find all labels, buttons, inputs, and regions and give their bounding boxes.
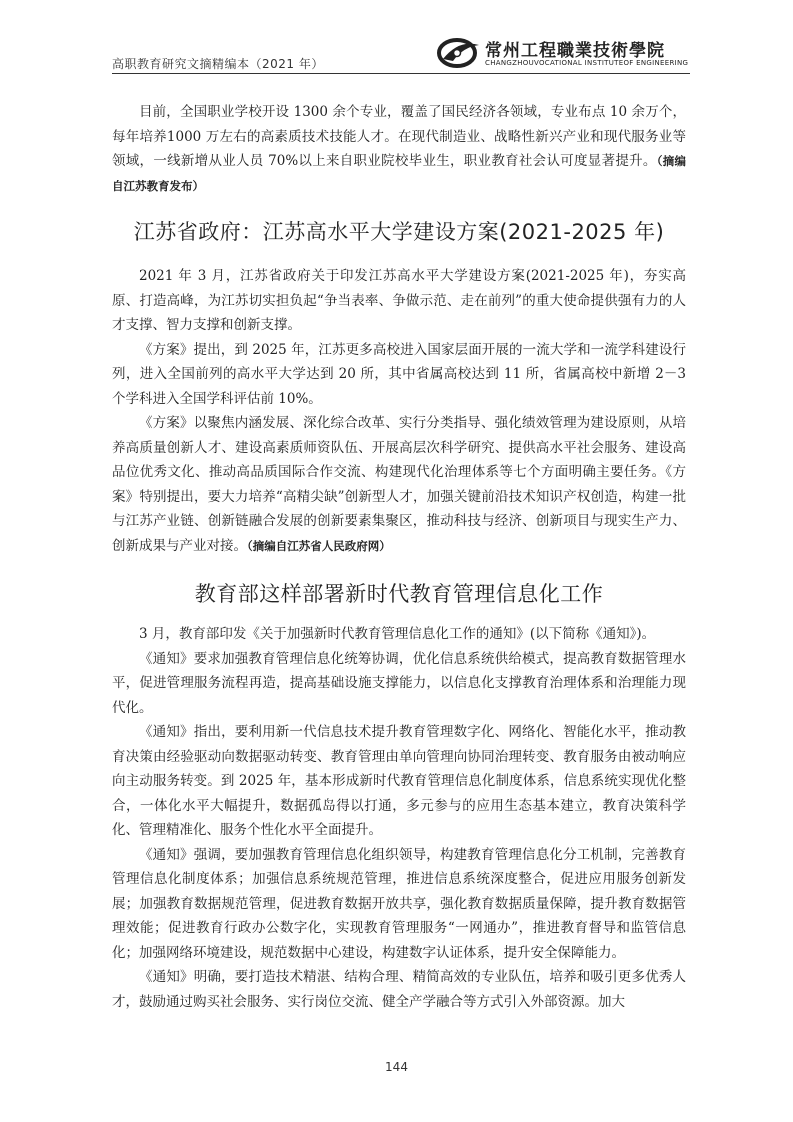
institution-name-en: CHANGZHOUVOCATIONAL INSTITUTEOF ENGINEERING	[485, 59, 689, 67]
page-number: 144	[385, 1060, 408, 1074]
section1-source: （摘编自江苏省人民政府网）	[247, 538, 391, 553]
intro-paragraph	[112, 100, 686, 198]
institution-name-cn: 常州工程職業技術學院	[485, 41, 665, 61]
section1-paragraph	[112, 411, 686, 558]
section2-paragraph: 《通知》要求加强教育管理信息化统筹协调，优化信息系统供给模式，提高教育数据管理水平，促进管理服务流程再造，提高基础设施支撑能力，以信息化支撑教育治理体系和治理能力现代化。	[112, 650, 686, 716]
article-body	[112, 100, 686, 1014]
header-divider	[112, 73, 690, 74]
intro-text: 目前，全国职业学校开设 1300 余个专业，覆盖了国民经济各领域，专业布点 10 余万个，每年培养1000 万左右的高素质技术技能人才。在现代制造业、战略性新兴产业和现代服务业等领域，一线新增从业人员 70%以上来自职业院校毕业生，职业教育社会认可度显著提升。	[112, 104, 686, 169]
institution-logo	[437, 33, 687, 75]
section2-paragraph: 3 月，教育部印发《关于加强新时代教育管理信息化工作的通知》(以下简称《通知》)。	[139, 626, 656, 642]
page-header	[0, 0, 793, 80]
section1-paragraph: 2021 年 3 月，江苏省政府关于印发江苏高水平大学建设方案(2021-2025 年)，夯实高原、打造高峰，为江苏切实担负起“争当表率、争做示范、走在前列”的重大使命提供强有力的人才支撑、智力支撑和创新支撑。	[112, 268, 686, 333]
section2-heading: 教育部这样部署新时代教育管理信息化工作	[194, 582, 604, 606]
section2-paragraph: 《通知》指出，要利用新一代信息技术提升教育管理数字化、网络化、智能化水平，推动教育决策由经验驱动向数据驱动转变、教育管理由单向管理向协同治理转变、教育服务由被动响应向主动服务转变。到 2025 年，基本形成新时代教育管理信息化制度体系，信息系统实现优化整合，一体化水平大幅提升，数据孤岛得以打通，多元参与的应用生态基本建立，教育决策科学化、管理精准化、服务个性化水平全面提升。	[112, 724, 686, 838]
section2-paragraph: 《通知》明确，要打造技术精湛、结构合理、精简高效的专业队伍，培养和吸引更多优秀人才，鼓励通过购买社会服务、实行岗位交流、健全产学融合等方式引入外部资源。加大	[112, 969, 686, 1010]
college-emblem-icon	[437, 35, 481, 71]
running-title: 高职教育研究文摘精编本（2021 年）	[112, 57, 324, 71]
section1-last-text: 《方案》以聚焦内涵发展、深化综合改革、实行分类指导、强化绩效管理为建设原则，从培养高质量创新人才、建设高素质师资队伍、开展高层次科学研究、提供高水平社会服务、建设高品位优秀文化、推动高品质国际合作交流、构建现代化治理体系等七个方面明确主要任务。《方案》特别提出，要大力培养“高精尖缺”创新型人才，加强关键前沿技术知识产权创造，构建一批与江苏产业链、创新链融合发展的创新要素集聚区，推动科技与经济、创新项目与现实生产力、创新成果与产业对接。	[112, 415, 686, 554]
section2-paragraph: 《通知》强调，要加强教育管理信息化组织领导，构建教育管理信息化分工机制，完善教育管理信息化制度体系；加强信息系统规范管理，推进信息系统深度整合，促进应用服务创新发展；加强教育数据规范管理，促进教育数据开放共享，强化教育数据质量保障，提升教育数据管理效能；促进教育行政办公数字化，实现教育管理服务“一网通办”，推进教育督导和监管信息化；加强网络环境建设，规范数据中心建设，构建数字认证体系，提升安全保障能力。	[112, 846, 686, 961]
intro-source: （摘编自江苏教育发布）	[112, 154, 687, 193]
section1-heading: 江苏省政府：江苏高水平大学建设方案(2021-2025 年)	[133, 220, 665, 244]
section1-paragraph: 《方案》提出，到 2025 年，江苏更多高校进入国家层面开展的一流大学和一流学科建设行列，进入全国前列的高水平大学达到 20 所，其中省属高校达到 11 所，省属高校中新增 2－3 个学科进入全国学科评估前 10%。	[112, 341, 686, 407]
